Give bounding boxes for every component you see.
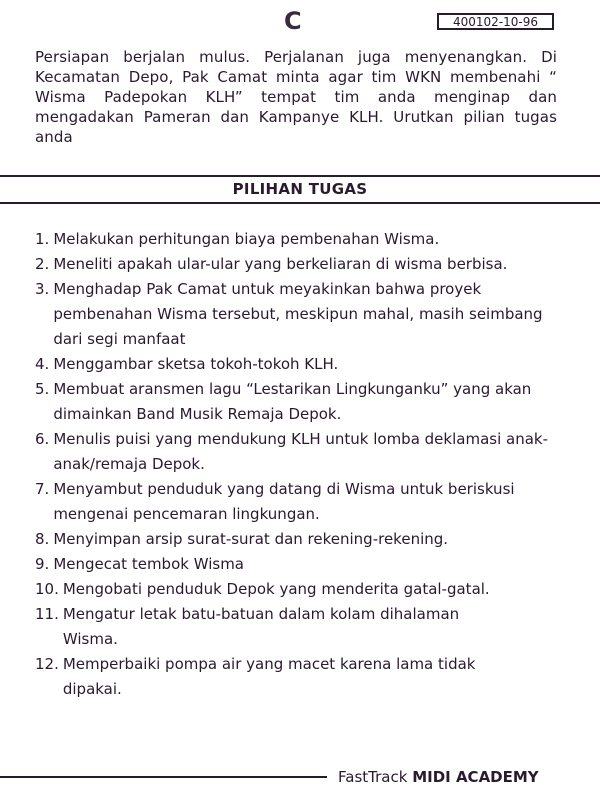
task-item <box>35 252 575 277</box>
task-text: Memperbaiki pompa air yang macet karena lama tidak dipakai. <box>62 655 476 698</box>
task-number: 8. <box>35 530 50 548</box>
task-text: Menyimpan arsip surat-surat dan rekening-rekening. <box>53 530 449 548</box>
section-title: PILIHAN TUGAS <box>232 180 368 198</box>
task-item <box>35 527 575 552</box>
footer-rule <box>0 776 327 778</box>
footer-brand-part: Track <box>368 768 408 786</box>
intro-paragraph: Persiapan berjalan mulus. Perjalanan juga menyenangkan. Di Kecamatan Depo, Pak Camat minta agar tim WKN membenahi “ Wisma Padepokan KLH” tempat tim anda menginap dan mengadakan Pameran dan Kampanye KLH. Urutkan pilian tugas anda <box>35 48 557 146</box>
task-text: Membuat aransmen lagu “Lestarikan Lingkunganku” yang akan dimainkan Band Musik Remaja Depok. <box>53 380 532 423</box>
footer-brand-part: Fast <box>338 768 369 786</box>
footer-brand-academy: MIDI ACADEMY <box>412 768 539 786</box>
task-number: 1. <box>35 230 50 248</box>
task-item <box>35 377 575 427</box>
task-number: 10. <box>35 580 59 598</box>
task-text: Melakukan perhitungan biaya pembenahan Wisma. <box>53 230 440 248</box>
task-number: 2. <box>35 255 50 273</box>
task-item <box>35 427 575 477</box>
section-rule-bottom <box>0 202 600 204</box>
brand-logo-letter: C <box>284 7 302 35</box>
task-item <box>35 652 575 702</box>
task-item <box>35 602 575 652</box>
footer-brand <box>338 767 539 787</box>
task-number: 3. <box>35 280 50 298</box>
task-item <box>35 352 575 377</box>
task-number: 4. <box>35 355 50 373</box>
task-item <box>35 477 575 527</box>
task-text: Menggambar sketsa tokoh-tokoh KLH. <box>53 355 339 373</box>
task-text: Menyambut penduduk yang datang di Wisma untuk beriskusi mengenai pencemaran lingkungan. <box>53 480 515 523</box>
task-item <box>35 552 575 577</box>
task-number: 11. <box>35 605 59 623</box>
task-number: 12. <box>35 655 59 673</box>
task-text: Mengatur letak batu-batuan dalam kolam dihalaman Wisma. <box>62 605 460 648</box>
task-text: Meneliti apakah ular-ular yang berkeliaran di wisma berbisa. <box>53 255 508 273</box>
task-item <box>35 577 575 602</box>
section-rule-top <box>0 175 600 177</box>
task-number: 9. <box>35 555 50 573</box>
document-code: 400102-10-96 <box>437 13 554 30</box>
task-text: Mengobati penduduk Depok yang menderita gatal-gatal. <box>62 580 490 598</box>
task-number: 6. <box>35 430 50 448</box>
task-number: 5. <box>35 380 50 398</box>
task-text: Menulis puisi yang mendukung KLH untuk lomba deklamasi anak-anak/remaja Depok. <box>53 430 549 473</box>
task-text: Menghadap Pak Camat untuk meyakinkan bahwa proyek pembenahan Wisma tersebut, meskipun mahal, masih seimbang dari segi manfaat <box>53 280 543 348</box>
task-list <box>35 227 575 702</box>
task-item <box>35 277 575 352</box>
task-number: 7. <box>35 480 50 498</box>
task-text: Mengecat tembok Wisma <box>53 555 244 573</box>
task-item <box>35 227 575 252</box>
